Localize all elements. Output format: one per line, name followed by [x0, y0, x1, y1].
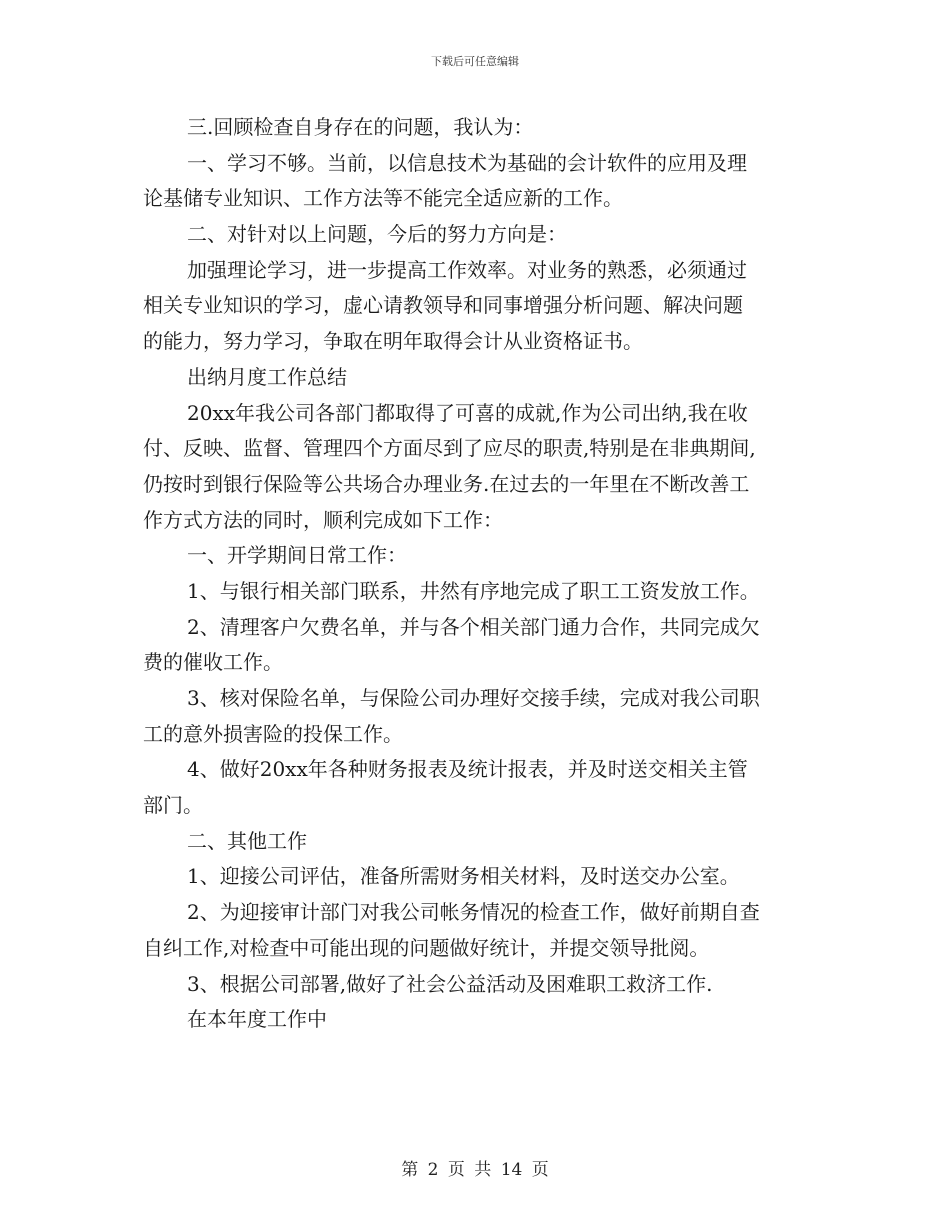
- text-line: 二、其他工作: [187, 828, 307, 853]
- text-line: 一、学习不够。当前，以信息技术为基础的会计软件的应用及理: [187, 150, 747, 175]
- text-line: 二、对针对以上问题，今后的努力方向是：: [187, 222, 567, 247]
- text-line: 的能力，努力学习，争取在明年取得会计从业资格证书。: [143, 329, 643, 354]
- text-line: 一、开学期间日常工作：: [187, 543, 407, 568]
- text-line: 自纠工作,对检查中可能出现的问题做好统计，并提交领导批阅。: [143, 935, 710, 960]
- text-line: 1、与银行相关部门联系，井然有序地完成了职工工资发放工作。: [187, 578, 760, 603]
- page-header: 下载后可任意编辑: [431, 55, 519, 68]
- text-line: 3、核对保险名单，与保险公司办理好交接手续，完成对我公司职: [187, 686, 760, 710]
- section-title: 出纳月度工作总结: [187, 364, 347, 389]
- text-line: 费的催收工作。: [143, 650, 283, 675]
- document-body: [143, 110, 803, 1038]
- text-line: 1、迎接公司评估，准备所需财务相关材料，及时送交办公室。: [187, 864, 740, 889]
- text-line: 2、为迎接审计部门对我公司帐务情况的检查工作，做好前期自查: [187, 900, 760, 925]
- text-line: 20xx年我公司各部门都取得了可喜的成就,作为公司出纳,我在收: [187, 400, 748, 425]
- text-line: 论基储专业知识、工作方法等不能完全适应新的工作。: [143, 186, 623, 211]
- text-line: 在本年度工作中: [187, 1007, 327, 1032]
- text-line: 付、反映、监督、管理四个方面尽到了应尽的职责,特别是在非典期间,: [143, 436, 756, 461]
- page-number: 第 2 页 共 14 页: [401, 1160, 549, 1180]
- text-line: 3、根据公司部署,做好了社会公益活动及困难职工救济工作.: [187, 971, 713, 996]
- text-line: 部门。: [143, 793, 203, 818]
- text-line: 作方式方法的同时，顺利完成如下工作：: [143, 507, 503, 532]
- text-line: 仍按时到银行保险等公共场合办理业务.在过去的一年里在不断改善工: [143, 471, 750, 496]
- text-line: 工的意外损害险的投保工作。: [143, 721, 403, 746]
- text-line: 相关专业知识的学习，虚心请教领导和同事增强分析问题、解决问题: [143, 293, 743, 318]
- text-line: 2、清理客户欠费名单，并与各个相关部门通力合作，共同完成欠: [187, 614, 760, 639]
- text-line: 加强理论学习，进一步提高工作效率。对业务的熟悉，必须通过: [187, 257, 747, 282]
- text-line: 三.回顾检查自身存在的问题，我认为：: [187, 115, 534, 139]
- text-line: 4、做好20xx年各种财务报表及统计报表，并及时送交相关主管: [187, 757, 748, 782]
